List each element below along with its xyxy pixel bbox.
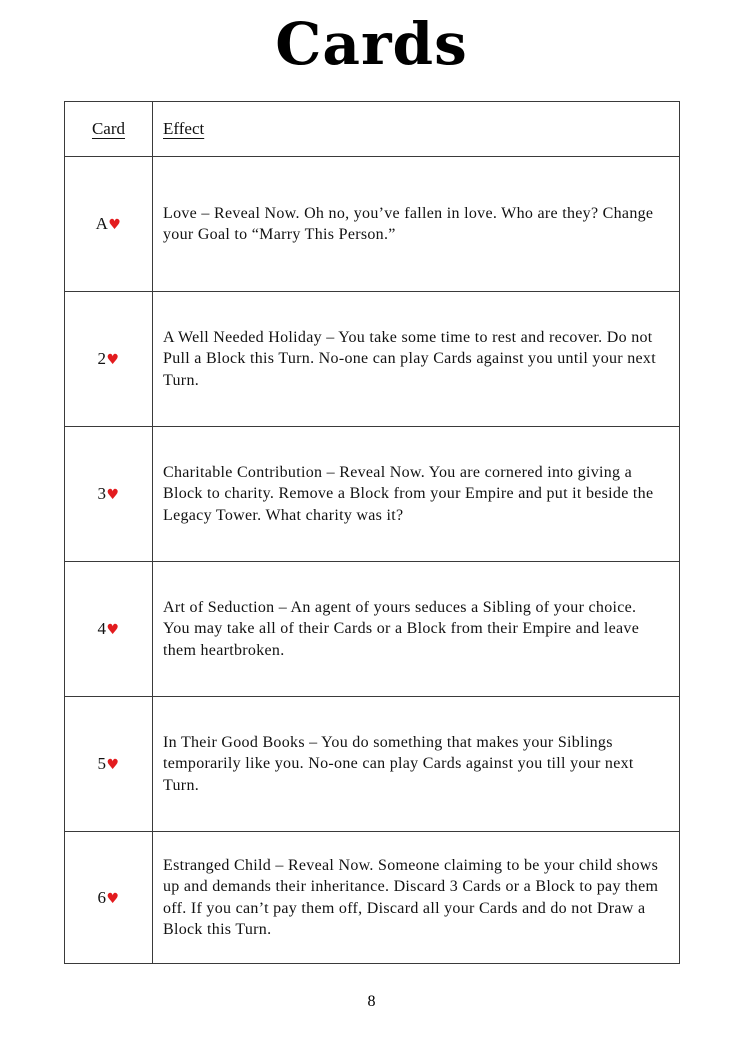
heart-suit-icon: ♥ bbox=[106, 890, 120, 907]
card-effect-text: In Their Good Books – You do something that makes your Siblings temporarily like you. No-one can play Cards against you till your next Turn. bbox=[153, 697, 680, 832]
card-effect-text: A Well Needed Holiday – You take some time to rest and recover. Do not Pull a Block this Turn. No-one can play Cards against you until your next Turn. bbox=[153, 292, 680, 427]
card-label-5-hearts bbox=[65, 697, 153, 832]
card-label-6-hearts bbox=[65, 832, 153, 964]
table-row bbox=[65, 832, 680, 964]
table-row bbox=[65, 427, 680, 562]
card-effect-text: Love – Reveal Now. Oh no, you’ve fallen in love. Who are they? Change your Goal to “Marry This Person.” bbox=[153, 157, 680, 292]
table-row bbox=[65, 157, 680, 292]
card-rank: 6 bbox=[97, 887, 107, 907]
column-header-card bbox=[65, 102, 153, 157]
card-effect-text: Art of Seduction – An agent of yours seduces a Sibling of your choice. You may take all of their Cards or a Block from their Empire and leave them heartbroken. bbox=[153, 562, 680, 697]
cards-table bbox=[64, 101, 680, 964]
page-title: Cards bbox=[275, 10, 468, 78]
card-rank: 2 bbox=[97, 349, 107, 368]
card-label-ace-hearts bbox=[65, 157, 153, 292]
table-row bbox=[65, 292, 680, 427]
column-header-effect bbox=[153, 102, 680, 157]
card-effect-text: Charitable Contribution – Reveal Now. You are cornered into giving a Block to charity. Remove a Block from your Empire and put it beside the Legacy Tower. What charity was it? bbox=[153, 427, 680, 562]
card-label-3-hearts bbox=[65, 427, 153, 562]
card-label-2-hearts bbox=[65, 292, 153, 427]
heart-suit-icon: ♥ bbox=[106, 757, 120, 773]
page-number: 8 bbox=[367, 993, 376, 1010]
card-rank: 3 bbox=[97, 484, 107, 503]
column-header-card-label: Card bbox=[91, 119, 126, 138]
card-rank: 4 bbox=[97, 619, 107, 638]
heart-suit-icon: ♥ bbox=[108, 217, 122, 233]
card-rank: A bbox=[95, 214, 109, 233]
heart-suit-icon: ♥ bbox=[106, 487, 120, 503]
heart-suit-icon: ♥ bbox=[106, 352, 120, 368]
table-row bbox=[65, 697, 680, 832]
table-header-row bbox=[65, 102, 680, 157]
heart-suit-icon: ♥ bbox=[106, 622, 120, 638]
card-effect-text: Estranged Child – Reveal Now. Someone claiming to be your child shows up and demands their inheritance. Discard 3 Cards or a Block to pay them off. If you can’t pay them off, Discard all your Cards and do not Draw a Block this Turn. bbox=[153, 832, 680, 964]
table-row bbox=[65, 562, 680, 697]
column-header-effect-label: Effect bbox=[163, 119, 205, 138]
card-rank: 5 bbox=[97, 754, 107, 773]
card-label-4-hearts bbox=[65, 562, 153, 697]
